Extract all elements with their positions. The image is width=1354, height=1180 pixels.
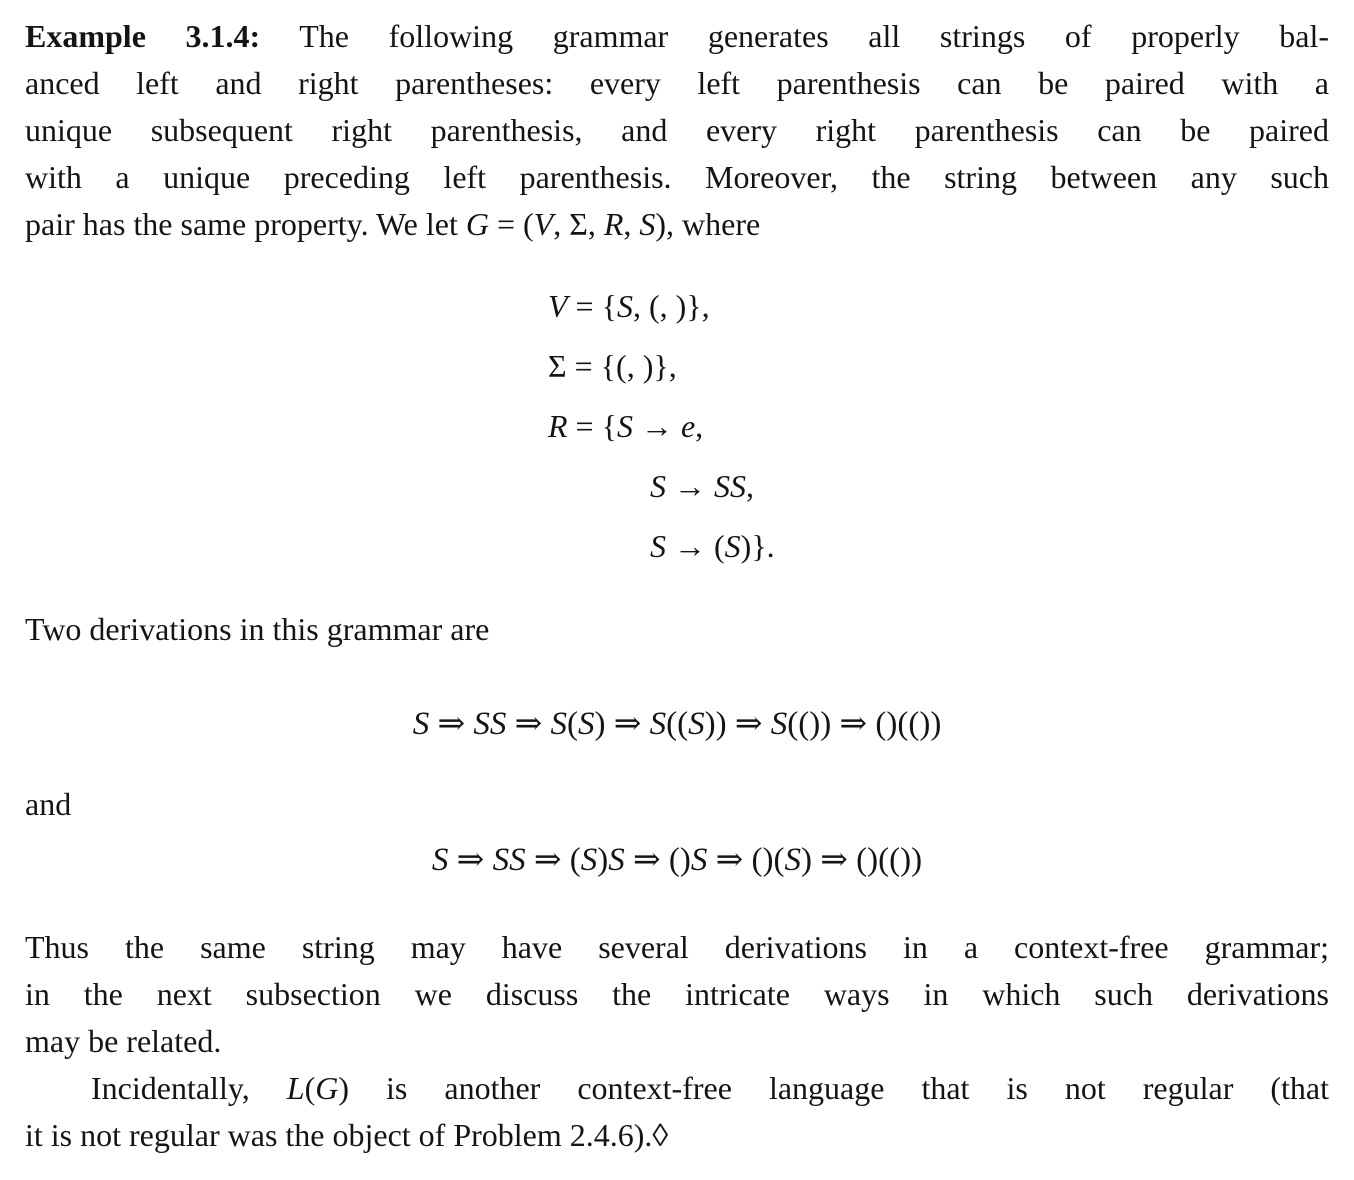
equation-row-sigma xyxy=(548,336,1329,396)
text-run: S xyxy=(616,408,633,444)
text-run: )}. xyxy=(740,528,775,564)
text-run: S xyxy=(608,842,625,878)
text-run: S xyxy=(690,842,708,878)
text-run: → ( xyxy=(666,528,725,564)
text-run: The following grammar generates all strings of properly bal- xyxy=(260,18,1330,54)
text-run: it is not regular was the object of Problem 2.4.6). xyxy=(25,1117,653,1153)
text-run: , (, )}, xyxy=(632,288,710,324)
text-run: SS xyxy=(473,706,507,742)
text-run: ), where xyxy=(655,206,761,242)
paragraph-line xyxy=(25,107,1329,154)
text-run: S xyxy=(770,706,788,742)
text-run: R xyxy=(548,408,568,444)
paragraph-line xyxy=(25,971,1329,1018)
text-run: → xyxy=(632,408,681,444)
text-run: Incidentally, xyxy=(91,1070,287,1106)
paragraph-line xyxy=(25,13,1329,60)
text-run: V xyxy=(548,288,568,324)
text-run: Example 3.1.4: xyxy=(25,18,261,54)
incidentally-paragraph xyxy=(25,1065,1329,1159)
paragraph-line xyxy=(25,1065,1329,1112)
text-run: ( xyxy=(304,1070,316,1106)
text-run: ⇒ ( xyxy=(525,842,581,878)
text-run: ⇒ ()( xyxy=(707,842,785,878)
text-run: Σ = {(, )}, xyxy=(548,348,677,384)
text-run: S xyxy=(550,706,567,742)
text-run: , xyxy=(623,206,640,242)
paragraph-text xyxy=(25,1117,652,1153)
text-run: , xyxy=(746,468,754,504)
text-run: with a unique preceding left parenthesis. Moreover, the string between any such xyxy=(25,159,1329,195)
text-run: → xyxy=(666,468,714,504)
text-run: ) ⇒ ()(()) xyxy=(800,842,923,878)
text-run: SS xyxy=(714,468,746,504)
text-run: S xyxy=(724,528,741,564)
paragraph-line xyxy=(25,924,1329,971)
text-run: S xyxy=(639,206,656,242)
text-run: ( xyxy=(567,706,578,742)
end-of-example-diamond: ◊ xyxy=(652,1117,669,1153)
text-run: S xyxy=(578,706,595,742)
paragraph-line xyxy=(25,154,1329,201)
text-run: V xyxy=(533,206,554,242)
text-run: , Σ, xyxy=(553,206,604,242)
text-run: ⇒ () xyxy=(624,842,691,878)
derivation-1 xyxy=(25,701,1329,748)
text-run: R xyxy=(603,206,624,242)
text-run: Thus the same string may have several derivations in a context-free grammar; xyxy=(25,929,1329,965)
text-run: S xyxy=(412,706,430,742)
text-run: )) ⇒ xyxy=(704,706,771,742)
text-run: ) is another context-free language that is not regular (that xyxy=(338,1070,1330,1106)
text-run: ⇒ xyxy=(448,842,493,878)
text-run: G xyxy=(315,1070,339,1106)
text-run: pair has the same property. We let xyxy=(25,206,466,242)
text-run: , xyxy=(695,408,704,444)
equation-row-rule2 xyxy=(650,456,1329,516)
text-run: S xyxy=(580,842,598,878)
paragraph-line xyxy=(25,60,1329,107)
text-run: S xyxy=(688,706,705,742)
text-run: S xyxy=(431,842,449,878)
text-run: G xyxy=(465,206,489,242)
grammar-definition-block xyxy=(25,276,1329,576)
text-run: (( xyxy=(666,706,689,742)
equation-row-V xyxy=(548,276,1329,336)
text-run: = { xyxy=(567,288,617,324)
two-derivations-intro: Two derivations in this grammar are xyxy=(25,611,490,647)
text-run: (()) ⇒ ()(()) xyxy=(787,706,942,742)
text-run: S xyxy=(616,288,633,324)
text-run: ⇒ xyxy=(429,706,474,742)
text-run: = ( xyxy=(488,206,534,242)
paragraph-line xyxy=(25,1018,1329,1065)
text-run: anced left and right parentheses: every left parenthesis can be paired with a xyxy=(25,65,1329,101)
paragraph-line xyxy=(25,1112,1329,1159)
equation-row-rule3 xyxy=(650,516,1329,576)
text-run: S xyxy=(650,468,666,504)
text-run: S xyxy=(784,842,801,878)
text-run: e xyxy=(680,408,696,444)
text-run: may be related. xyxy=(25,1023,222,1059)
text-run: unique subsequent right parenthesis, and every right parenthesis can be paired xyxy=(25,112,1329,148)
text-run: ) xyxy=(597,842,609,878)
text-run: S xyxy=(650,528,666,564)
text-run: SS xyxy=(492,842,526,878)
paragraph-line xyxy=(25,201,1329,248)
text-run: ⇒ xyxy=(506,706,551,742)
equation-row-R xyxy=(548,396,1329,456)
text-run: ) ⇒ xyxy=(594,706,650,742)
text-run: L xyxy=(286,1070,305,1106)
intro-paragraph xyxy=(25,13,1329,248)
text-run: in the next subsection we discuss the intricate ways in which such derivations xyxy=(25,976,1329,1012)
discussion-paragraph xyxy=(25,924,1329,1065)
text-run: = { xyxy=(567,408,617,444)
and-connector: and xyxy=(25,786,72,822)
text-run: S xyxy=(649,706,667,742)
derivation-2 xyxy=(25,837,1329,884)
